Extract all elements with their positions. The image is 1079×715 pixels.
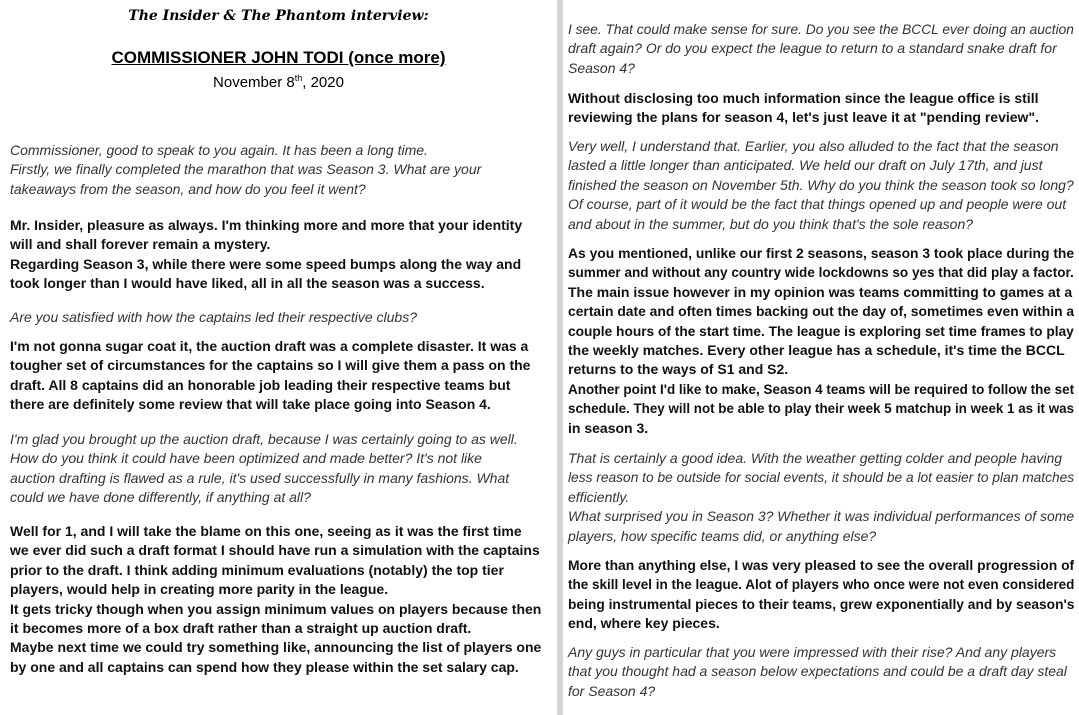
text-line: schedule. They will not be able to play their week 5 matchup in week 1 as it was [568, 400, 1075, 417]
text-line: More than anything else, I was very pleased to see the overall progression of [568, 557, 1075, 573]
text-line: auction drafting is flawed as a rule, it's used successfully in many fashions. What [10, 469, 510, 486]
text-line: lasted a little longer than anticipated. We held our draft on July 17th, and just [568, 157, 1043, 174]
question-2 [10, 308, 550, 327]
text-line: Commissioner, good to speak to you again. It has been a long time. [10, 142, 428, 158]
text-line: players, would help in creating more parity in the league. [10, 581, 389, 598]
answer-5 [568, 244, 1074, 438]
text-line: It gets tricky though when you assign minimum values on players because then [10, 600, 542, 617]
text-line: less reason to be outside for social events, it should be a lot easier to plan matches [568, 469, 1075, 486]
text-line: How do you think it could have been optimized and made better? It's not like [10, 450, 482, 467]
text-line: we ever did such a draft format I should have run a simulation with the captains [10, 542, 540, 559]
text-line: Of course, part of it would be the fact that things opened up and people were out [568, 196, 1067, 213]
text-line: that you thought had a season below expectations and could be a draft day steal [568, 663, 1067, 680]
text-line: the weekly matches. Every other league has a schedule, it's time the BCCL [568, 342, 1065, 359]
question-1 [10, 141, 550, 199]
question-5 [568, 137, 1074, 234]
text-line: finished the season on November 5th. Why do you think the season took so long? [568, 176, 1074, 193]
text-line: Well for 1, and I will take the blame on this one, seeing as it was the first time [10, 523, 522, 539]
text-line: That is certainly a good idea. With the weather getting colder and people having [568, 450, 1063, 466]
text-line: could we have done differently, if anything at all? [10, 489, 311, 506]
answer-4 [568, 89, 1074, 128]
question-3 [10, 430, 550, 508]
text-line: I'm not gonna sugar coat it, the auction draft was a complete disaster. It was a [10, 338, 529, 354]
text-line: tougher set of circumstances for the captains so I will give them a pass on the [10, 357, 531, 374]
text-line: reviewing the plans for season 4, let's just leave it at "pending review". [568, 109, 1039, 126]
text-line: draft. All 8 captains did an honorable job leading their respective teams but [10, 376, 511, 393]
text-line: I see. That could make sense for sure. Do you see the BCCL ever doing an auction [568, 21, 1074, 37]
text-line: will and shall forever remain a mystery. [10, 236, 271, 253]
text-line: certain date and often times backing out the day of, sometimes even within a [568, 303, 1075, 320]
text-line: the skill level in the league. Alot of players who once were not even considered [568, 576, 1075, 593]
text-line: efficiently. [568, 488, 630, 505]
answer-2 [10, 337, 550, 415]
text-line: draft again? Or do you expect the league to return to a standard snake draft for [568, 40, 1057, 57]
text-line: by one and all captains can spend how they please within the set salary cap. [10, 658, 519, 675]
title-text: COMMISSIONER JOHN TODI (once more) [111, 48, 446, 67]
text-line: players, how specific teams did, or anything else? [568, 527, 877, 544]
answer-3 [10, 522, 550, 677]
text-line: couple hours of the start time. The league is exploring set time frames to play [568, 322, 1074, 339]
text-line: end, where key pieces. [568, 615, 720, 632]
text-line: I'm glad you brought up the auction draft, because I was certainly going to as well. [10, 431, 518, 447]
text-line: Without disclosing too much information since the league office is still [568, 90, 1039, 106]
date-month-day: November 8 [213, 74, 295, 91]
answer-6 [568, 556, 1074, 634]
text-line: Another point I'd like to make, Season 4 teams will be required to follow the set [568, 380, 1075, 397]
text-line: The main issue however in my opinion was teams committing to games at a [568, 283, 1073, 300]
text-line: Regarding Season 3, while there were some speed bumps along the way and [10, 255, 522, 272]
text-line: took longer than I would have liked, all in all the season was a success. [10, 275, 485, 292]
text-line: takeaways from the season, and how do you feel it went? [10, 180, 366, 197]
text-line: Any guys in particular that you were impressed with their rise? And any players [568, 644, 1057, 660]
interview-date [0, 73, 557, 91]
text-line: and about in the summer, but do you think that's the sole reason? [568, 215, 974, 232]
right-page [563, 0, 1079, 715]
text-line: Maybe next time we could try something like, announcing the list of players one [10, 639, 542, 656]
text-line: As you mentioned, unlike our first 2 seasons, season 3 took place during the [568, 245, 1075, 261]
text-line: there are definitely some review that will take place going into Season 4. [10, 396, 491, 413]
question-6 [568, 449, 1074, 546]
text-line: Season 4? [568, 59, 635, 76]
question-4 [568, 20, 1074, 78]
text-line: Are you satisfied with how the captains led their respective clubs? [10, 309, 417, 325]
text-line: prior to the draft. I think adding minimum evaluations (notably) the top tier [10, 561, 504, 578]
answer-1 [10, 216, 550, 294]
masthead: The Insider & The Phantom interview: [128, 8, 429, 24]
question-7 [568, 643, 1074, 701]
text-line: What surprised you in Season 3? Whether it was individual performances of some [568, 508, 1075, 525]
text-line: being instrumental pieces to their teams, grew exponentially and by season's [568, 595, 1075, 612]
text-line: for Season 4? [568, 682, 656, 699]
text-line: in season 3. [568, 419, 649, 436]
text-line: summer and without any country wide lockdowns so yes that did play a factor. [568, 264, 1074, 281]
text-line: returns to the ways of S1 and S2. [568, 361, 789, 378]
date-ordinal: th [294, 73, 303, 83]
text-line: Firstly, we finally completed the marathon that was Season 3. What are your [10, 161, 482, 178]
text-line: Mr. Insider, pleasure as always. I'm thinking more and more that your identity [10, 217, 523, 233]
text-line: Very well, I understand that. Earlier, you also alluded to the fact that the season [568, 138, 1059, 154]
date-year: , 2020 [302, 74, 344, 91]
page-title [0, 48, 557, 68]
text-line: it becomes more of a box draft rather than a straight up auction draft. [10, 620, 472, 637]
